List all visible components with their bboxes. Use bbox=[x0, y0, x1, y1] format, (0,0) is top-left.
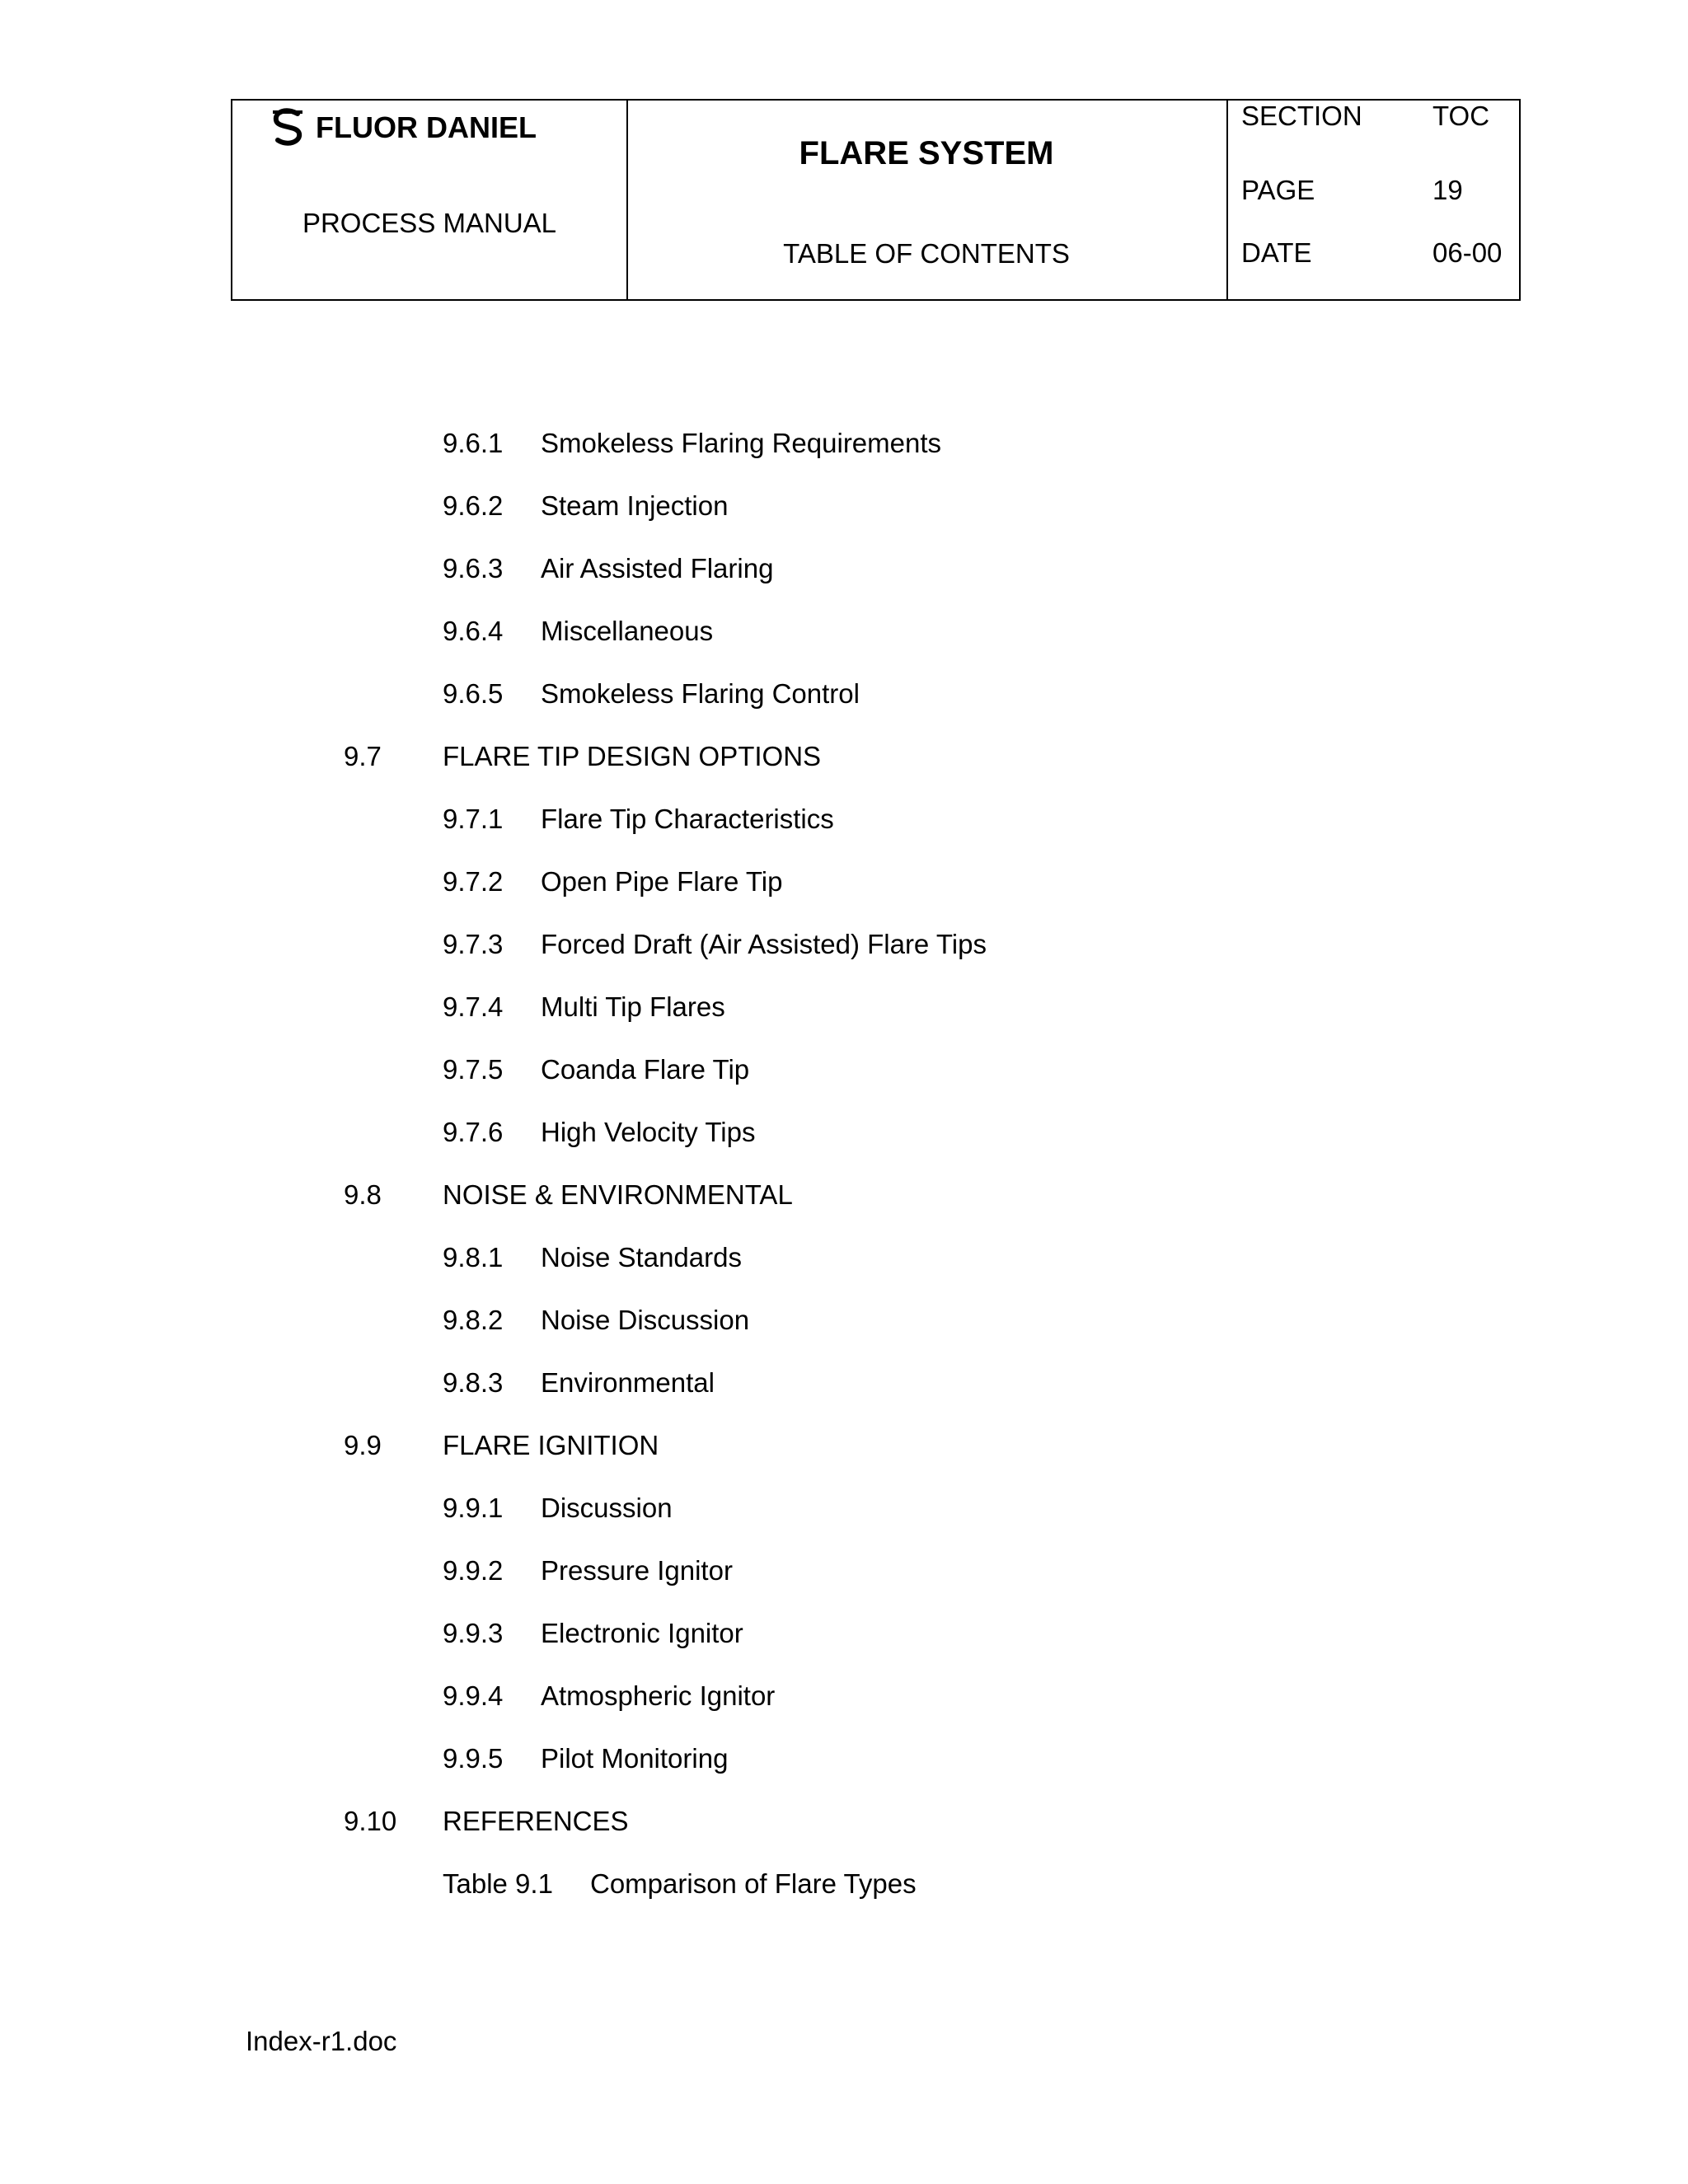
toc-entry bbox=[443, 1680, 1523, 1717]
toc-entry-title: Smokeless Flaring Requirements bbox=[541, 428, 942, 458]
toc-entry-title: Smokeless Flaring Control bbox=[541, 678, 860, 709]
section-value: TOC bbox=[1432, 101, 1490, 131]
toc-entry-title: FLARE TIP DESIGN OPTIONS bbox=[443, 741, 822, 771]
toc-entry bbox=[443, 1493, 1523, 1529]
toc-entry bbox=[443, 1743, 1523, 1779]
toc-entry-title: Environmental bbox=[541, 1367, 715, 1398]
toc-entry bbox=[344, 1806, 1523, 1842]
toc-entry-number: 9.9 bbox=[344, 1430, 382, 1460]
document-title: FLARE SYSTEM bbox=[799, 135, 1054, 171]
footer-filename: Index-r1.doc bbox=[246, 2026, 397, 2056]
toc-entry-number: 9.6.2 bbox=[443, 490, 504, 521]
toc-entry-title: Miscellaneous bbox=[541, 616, 714, 646]
page-value: 19 bbox=[1432, 175, 1463, 205]
toc-entry bbox=[344, 741, 1523, 777]
toc-entry-title: Open Pipe Flare Tip bbox=[541, 866, 783, 897]
toc-entry bbox=[443, 1555, 1523, 1591]
section-label: SECTION bbox=[1241, 101, 1362, 131]
toc-entry bbox=[443, 1305, 1523, 1341]
date-label: DATE bbox=[1241, 237, 1312, 268]
toc-entry-number: 9.7.5 bbox=[443, 1054, 504, 1085]
toc-entry-number: 9.9.5 bbox=[443, 1743, 504, 1774]
toc-entry bbox=[443, 1242, 1523, 1278]
toc-entry bbox=[443, 1618, 1523, 1654]
toc-entry-number: 9.7.6 bbox=[443, 1117, 504, 1147]
toc-entry-number: 9.7.1 bbox=[443, 804, 504, 834]
toc-entry-title: Pilot Monitoring bbox=[541, 1743, 729, 1774]
toc-entry-title: Steam Injection bbox=[541, 490, 729, 521]
toc-entry bbox=[443, 1367, 1523, 1404]
toc-entry bbox=[443, 616, 1523, 652]
toc-entry-number: 9.7.2 bbox=[443, 866, 504, 897]
toc-entry bbox=[443, 991, 1523, 1028]
toc-entry-number: Table 9.1 bbox=[443, 1868, 553, 1899]
toc-entry bbox=[443, 866, 1523, 902]
toc-entry-title: Flare Tip Characteristics bbox=[541, 804, 834, 834]
toc-entry-number: 9.9.4 bbox=[443, 1680, 504, 1711]
toc-entry bbox=[443, 1117, 1523, 1153]
toc-entry bbox=[344, 1430, 1523, 1466]
toc-entry-title: REFERENCES bbox=[443, 1806, 629, 1836]
toc-entry bbox=[443, 929, 1523, 965]
toc-entry bbox=[443, 553, 1523, 589]
toc-entry-title: NOISE & ENVIRONMENTAL bbox=[443, 1179, 793, 1210]
toc-entry-title: Atmospheric Ignitor bbox=[541, 1680, 776, 1711]
toc-entry-number: 9.6.1 bbox=[443, 428, 504, 458]
toc-entry bbox=[443, 1868, 1523, 1905]
toc-entry-title: Coanda Flare Tip bbox=[541, 1054, 750, 1085]
toc-entry-title: Noise Standards bbox=[541, 1242, 742, 1272]
toc-entry-title: Discussion bbox=[541, 1493, 673, 1523]
toc-entry-number: 9.7 bbox=[344, 741, 382, 771]
toc-entry-number: 9.8.1 bbox=[443, 1242, 504, 1272]
toc-entry-number: 9.8.3 bbox=[443, 1367, 504, 1398]
toc-entry-number: 9.6.5 bbox=[443, 678, 504, 709]
toc-entry-number: 9.8.2 bbox=[443, 1305, 504, 1335]
toc-entry-number: 9.9.3 bbox=[443, 1618, 504, 1648]
toc-entry-title: Multi Tip Flares bbox=[541, 991, 725, 1022]
toc-entry bbox=[443, 428, 1523, 464]
toc-entry-title: High Velocity Tips bbox=[541, 1117, 756, 1147]
page-label: PAGE bbox=[1241, 175, 1315, 205]
toc-entry-number: 9.10 bbox=[344, 1806, 397, 1836]
toc-entry-title: Comparison of Flare Types bbox=[590, 1868, 917, 1899]
toc-entry-title: Noise Discussion bbox=[541, 1305, 750, 1335]
toc-entry-title: Pressure Ignitor bbox=[541, 1555, 733, 1586]
toc-entry-number: 9.7.4 bbox=[443, 991, 504, 1022]
company-name-text: FLUOR DANIEL bbox=[316, 110, 537, 144]
toc-entry-number: 9.8 bbox=[344, 1179, 382, 1210]
toc-entry bbox=[443, 804, 1523, 840]
date-value: 06-00 bbox=[1432, 237, 1503, 268]
manual-name: PROCESS MANUAL bbox=[302, 208, 557, 238]
toc-entry bbox=[443, 678, 1523, 715]
toc-entry-title: Forced Draft (Air Assisted) Flare Tips bbox=[541, 929, 987, 959]
toc-entry-number: 9.6.4 bbox=[443, 616, 504, 646]
toc-entry-title: Air Assisted Flaring bbox=[541, 553, 774, 583]
document-subtitle: TABLE OF CONTENTS bbox=[783, 238, 1070, 269]
toc-entry-title: FLARE IGNITION bbox=[443, 1430, 659, 1460]
toc-entry-number: 9.6.3 bbox=[443, 553, 504, 583]
toc-entry-number: 9.7.3 bbox=[443, 929, 504, 959]
toc-entry-number: 9.9.2 bbox=[443, 1555, 504, 1586]
toc-entry-number: 9.9.1 bbox=[443, 1493, 504, 1523]
toc-entry bbox=[443, 1054, 1523, 1090]
toc-entry bbox=[443, 490, 1523, 527]
toc-entry-title: Electronic Ignitor bbox=[541, 1618, 743, 1648]
toc-entry bbox=[344, 1179, 1523, 1216]
